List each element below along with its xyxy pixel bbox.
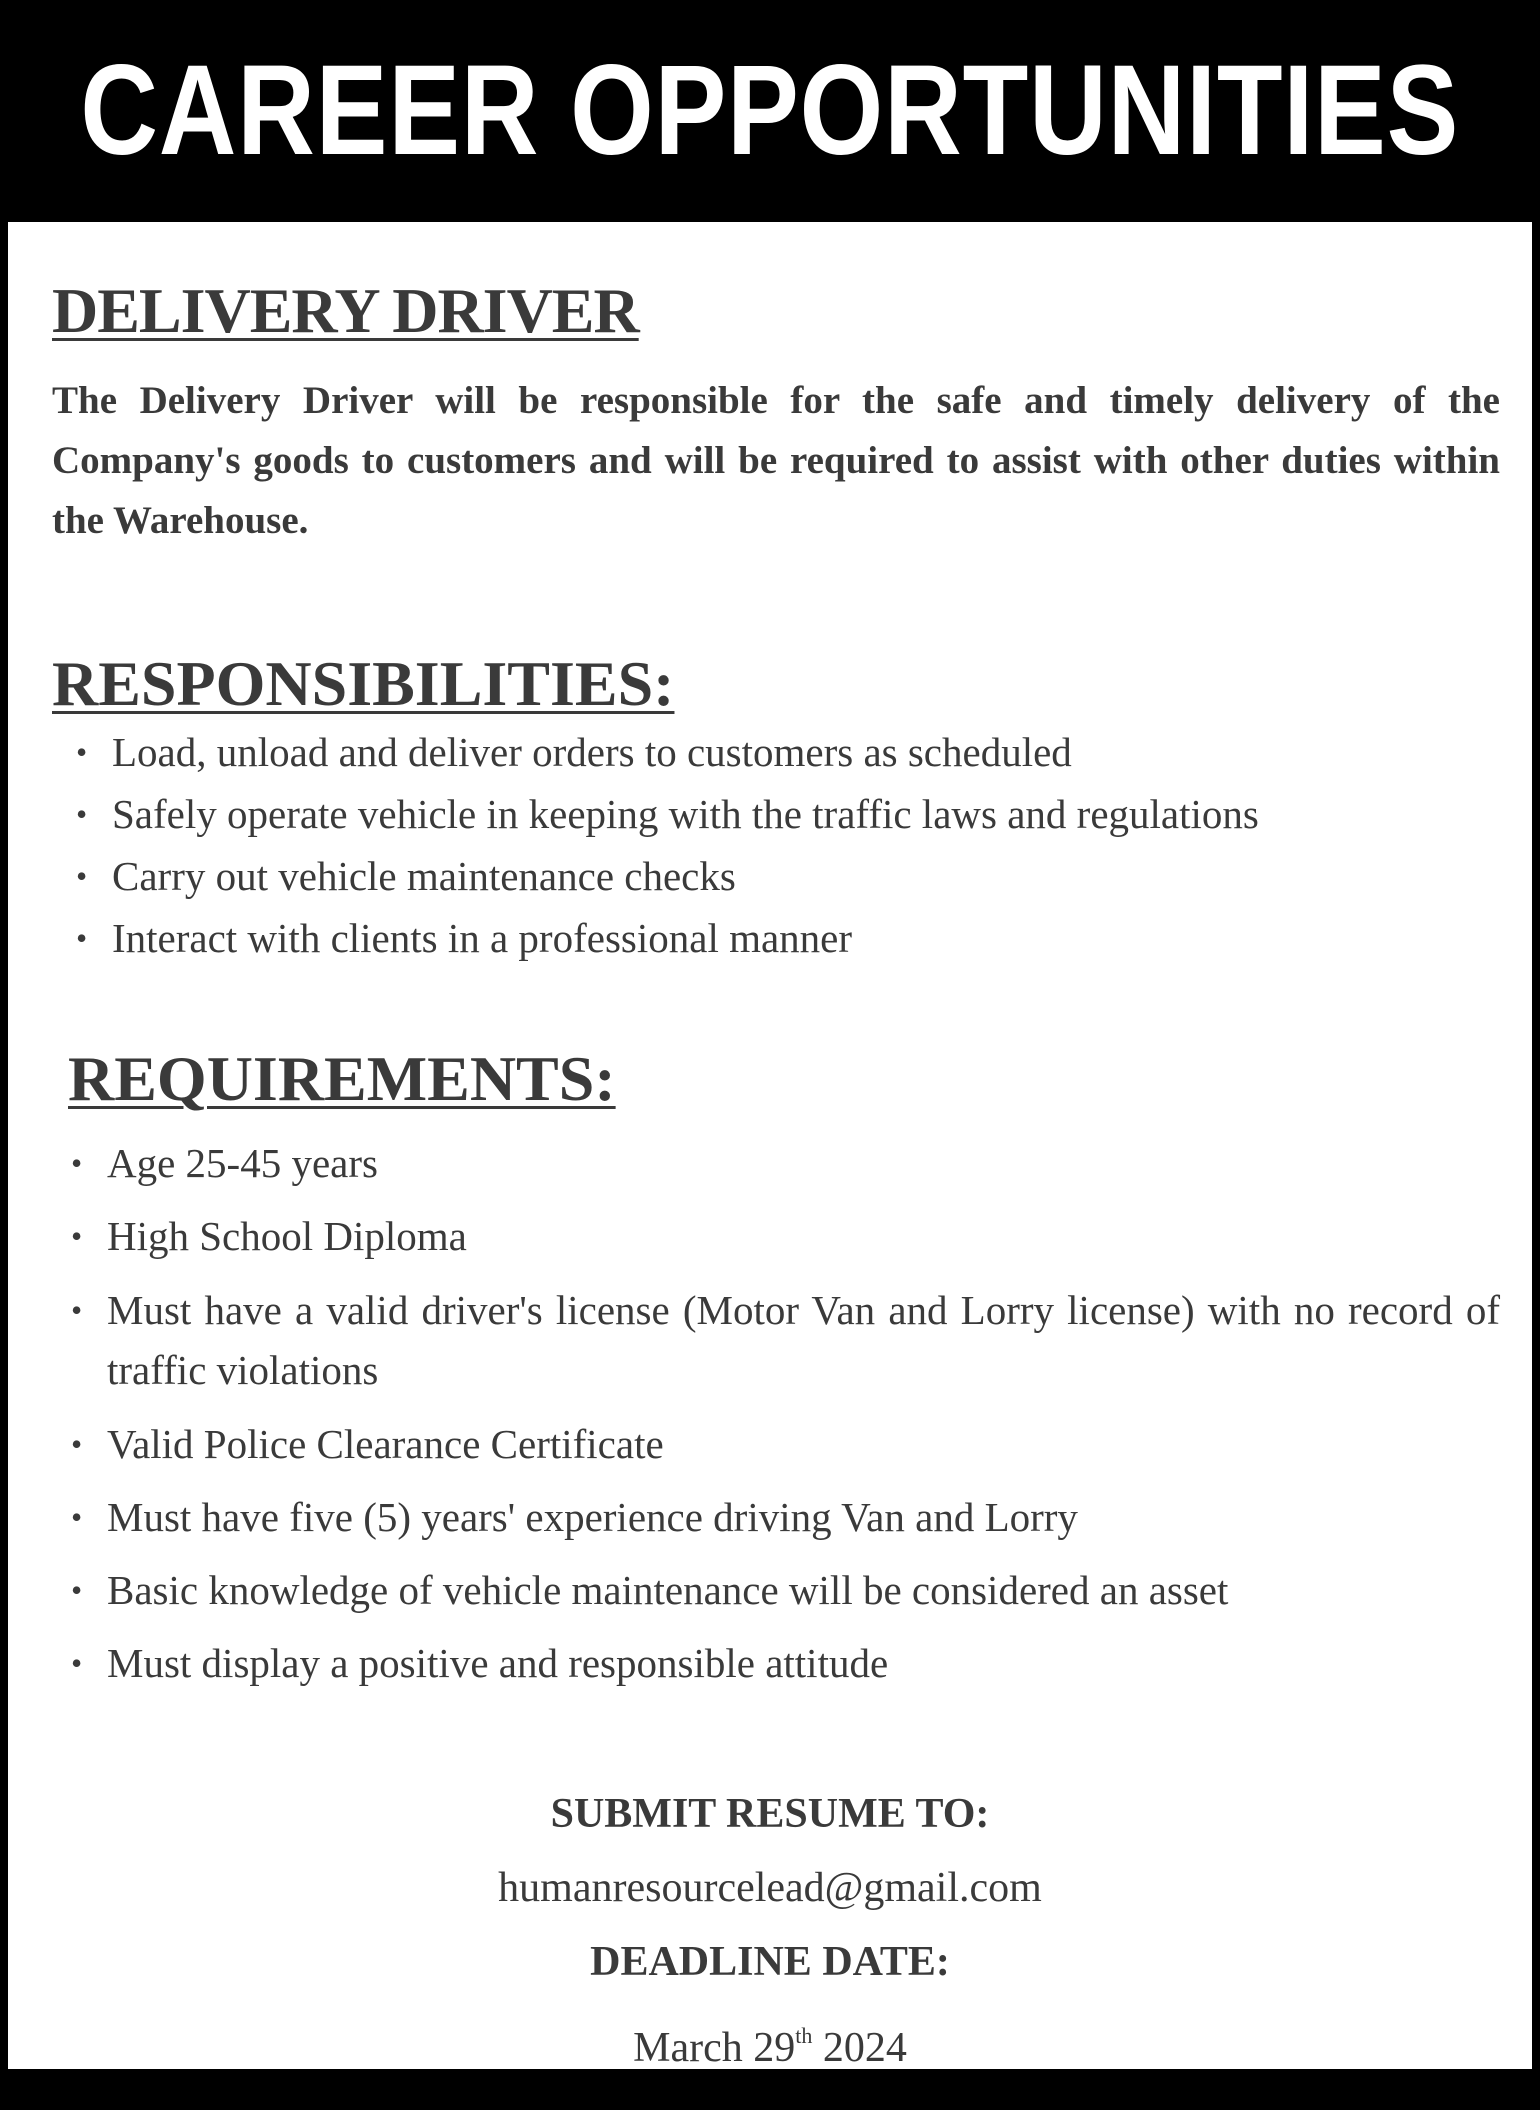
- list-item-text: Must display a positive and responsible attitude: [107, 1640, 889, 1686]
- list-item: [59, 1634, 1500, 1692]
- bullet-icon: •: [71, 1426, 83, 1462]
- header-banner: [0, 0, 1540, 222]
- bullet-icon: •: [76, 858, 88, 894]
- list-item-text: Interact with clients in a professional manner: [112, 915, 853, 961]
- deadline-year: 2024: [822, 2025, 907, 2071]
- list-item: [64, 724, 1259, 786]
- page-title: CAREER OPPORTUNITIES: [80, 39, 1460, 182]
- bullet-icon: •: [71, 1645, 83, 1681]
- list-item: [64, 786, 1259, 848]
- list-item-text: Carry out vehicle maintenance checks: [112, 853, 736, 899]
- application-info: [8, 1777, 1532, 2085]
- requirements-list: [59, 1134, 1500, 1707]
- list-item: [64, 910, 1259, 972]
- list-item-text: Load, unload and deliver orders to customers as scheduled: [112, 729, 1072, 775]
- list-item-text: Must have five (5) years' experience driving Van and Lorry: [107, 1494, 1078, 1540]
- list-item: [59, 1488, 1500, 1546]
- bullet-icon: •: [71, 1572, 83, 1608]
- list-item: [64, 848, 1259, 910]
- bullet-icon: •: [71, 1145, 83, 1181]
- bullet-icon: •: [76, 920, 88, 956]
- job-description: The Delivery Driver will be responsible for the safe and timely delivery of the Company's goods to customers and will be required to assist with other duties within the Warehouse.: [52, 379, 1500, 542]
- bullet-icon: •: [71, 1292, 83, 1328]
- list-item-text: High School Diploma: [107, 1213, 467, 1259]
- list-item: [59, 1134, 1500, 1192]
- job-title: DELIVERY DRIVER: [52, 275, 639, 346]
- deadline-date: [8, 1999, 1532, 2085]
- list-item: [59, 1280, 1500, 1400]
- content-panel: [8, 222, 1532, 2069]
- requirements-heading: REQUIREMENTS:: [68, 1043, 616, 1114]
- bullet-icon: •: [71, 1218, 83, 1254]
- list-item-text: Must have a valid driver's license (Motor Van and Lorry license) with no record of traffic violations: [107, 1287, 1500, 1393]
- submit-email[interactable]: humanresourcelead@gmail.com: [498, 1865, 1042, 1911]
- deadline-suffix: th: [795, 2023, 813, 2048]
- list-item: [59, 1415, 1500, 1473]
- submit-label: SUBMIT RESUME TO:: [550, 1791, 990, 1837]
- bullet-icon: •: [76, 796, 88, 832]
- list-item-text: Safely operate vehicle in keeping with the traffic laws and regulations: [112, 791, 1259, 837]
- deadline-month-day: March 29: [633, 2025, 796, 2071]
- responsibilities-list: [64, 724, 1259, 972]
- list-item: [59, 1561, 1500, 1619]
- deadline-label: DEADLINE DATE:: [590, 1939, 950, 1985]
- list-item-text: Basic knowledge of vehicle maintenance will be considered an asset: [107, 1567, 1229, 1613]
- responsibilities-heading: RESPONSIBILITIES:: [52, 648, 675, 719]
- list-item-text: Age 25-45 years: [107, 1140, 378, 1186]
- list-item: [59, 1207, 1500, 1265]
- bullet-icon: •: [76, 734, 88, 770]
- bullet-icon: •: [71, 1499, 83, 1535]
- list-item-text: Valid Police Clearance Certificate: [107, 1421, 664, 1467]
